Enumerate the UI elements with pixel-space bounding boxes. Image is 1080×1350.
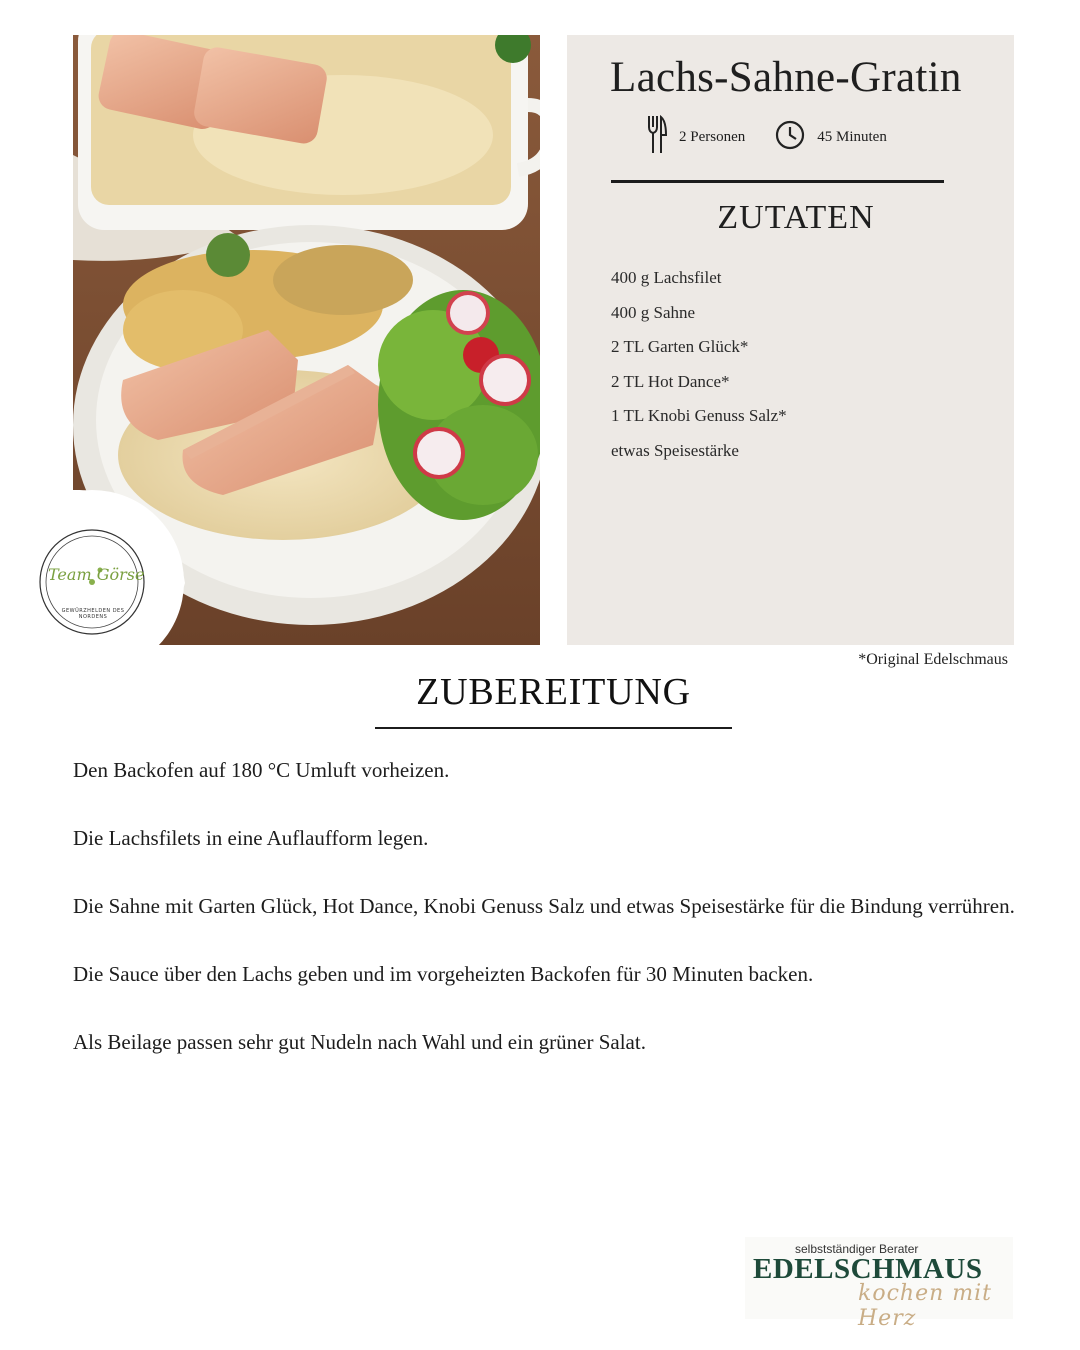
- ingredient-item: 2 TL Garten Glück*: [611, 337, 749, 357]
- team-badge-text: Team Görse: [48, 565, 145, 584]
- team-badge: [0, 490, 185, 675]
- ingredient-item: etwas Speisestärke: [611, 440, 739, 460]
- divider: [611, 180, 944, 183]
- logo-subtitle: selbstständiger Berater: [795, 1242, 919, 1256]
- team-badge-ring-text: GEWÜRZHELDEN DES NORDENS: [61, 608, 125, 620]
- preparation-step: Den Backofen auf 180 °C Umluft vorheizen.: [73, 758, 450, 782]
- preparation-step: Die Sauce über den Lachs geben und im vorgeheizten Backofen für 30 Minuten backen.: [73, 962, 814, 986]
- brand-logo: [745, 1237, 1013, 1331]
- footnote: *Original Edelschmaus: [858, 651, 1008, 668]
- divider: [375, 727, 732, 729]
- preparation-steps: [73, 753, 1018, 1093]
- ingredient-item: 400 g Lachsfilet: [611, 268, 722, 287]
- ingredient-item: 400 g Sahne: [611, 302, 696, 322]
- recipe-meta: [647, 117, 887, 157]
- preparation-step: Die Lachsfilets in eine Auflaufform legen.: [73, 826, 429, 850]
- time-text: 45 Minuten: [817, 128, 887, 145]
- servings-text: 2 Personen: [679, 128, 746, 145]
- preparation-heading: ZUBEREITUNG: [416, 671, 691, 713]
- ingredients-list: [611, 261, 787, 469]
- logo-tagline: kochen mit Herz: [858, 1281, 992, 1331]
- preparation-step: Als Beilage passen sehr gut Nudeln nach Wahl und ein grüner Salat.: [73, 1030, 646, 1054]
- clock-icon: [775, 120, 805, 155]
- preparation-step: Die Sahne mit Garten Glück, Hot Dance, Knobi Genuss Salz und etwas Speisestärke für die Bindung verrühren.: [73, 894, 1015, 918]
- ingredient-item: 2 TL Hot Dance*: [611, 371, 730, 391]
- logo-brand: EDELSCHMAUS: [753, 1253, 983, 1285]
- ingredients-heading: ZUTATEN: [717, 199, 875, 236]
- fork-knife-icon: [647, 115, 667, 160]
- recipe-title: Lachs-Sahne-Gratin: [610, 54, 962, 101]
- recipe-card: [567, 35, 1014, 645]
- ingredient-item: 1 TL Knobi Genuss Salz*: [611, 406, 787, 426]
